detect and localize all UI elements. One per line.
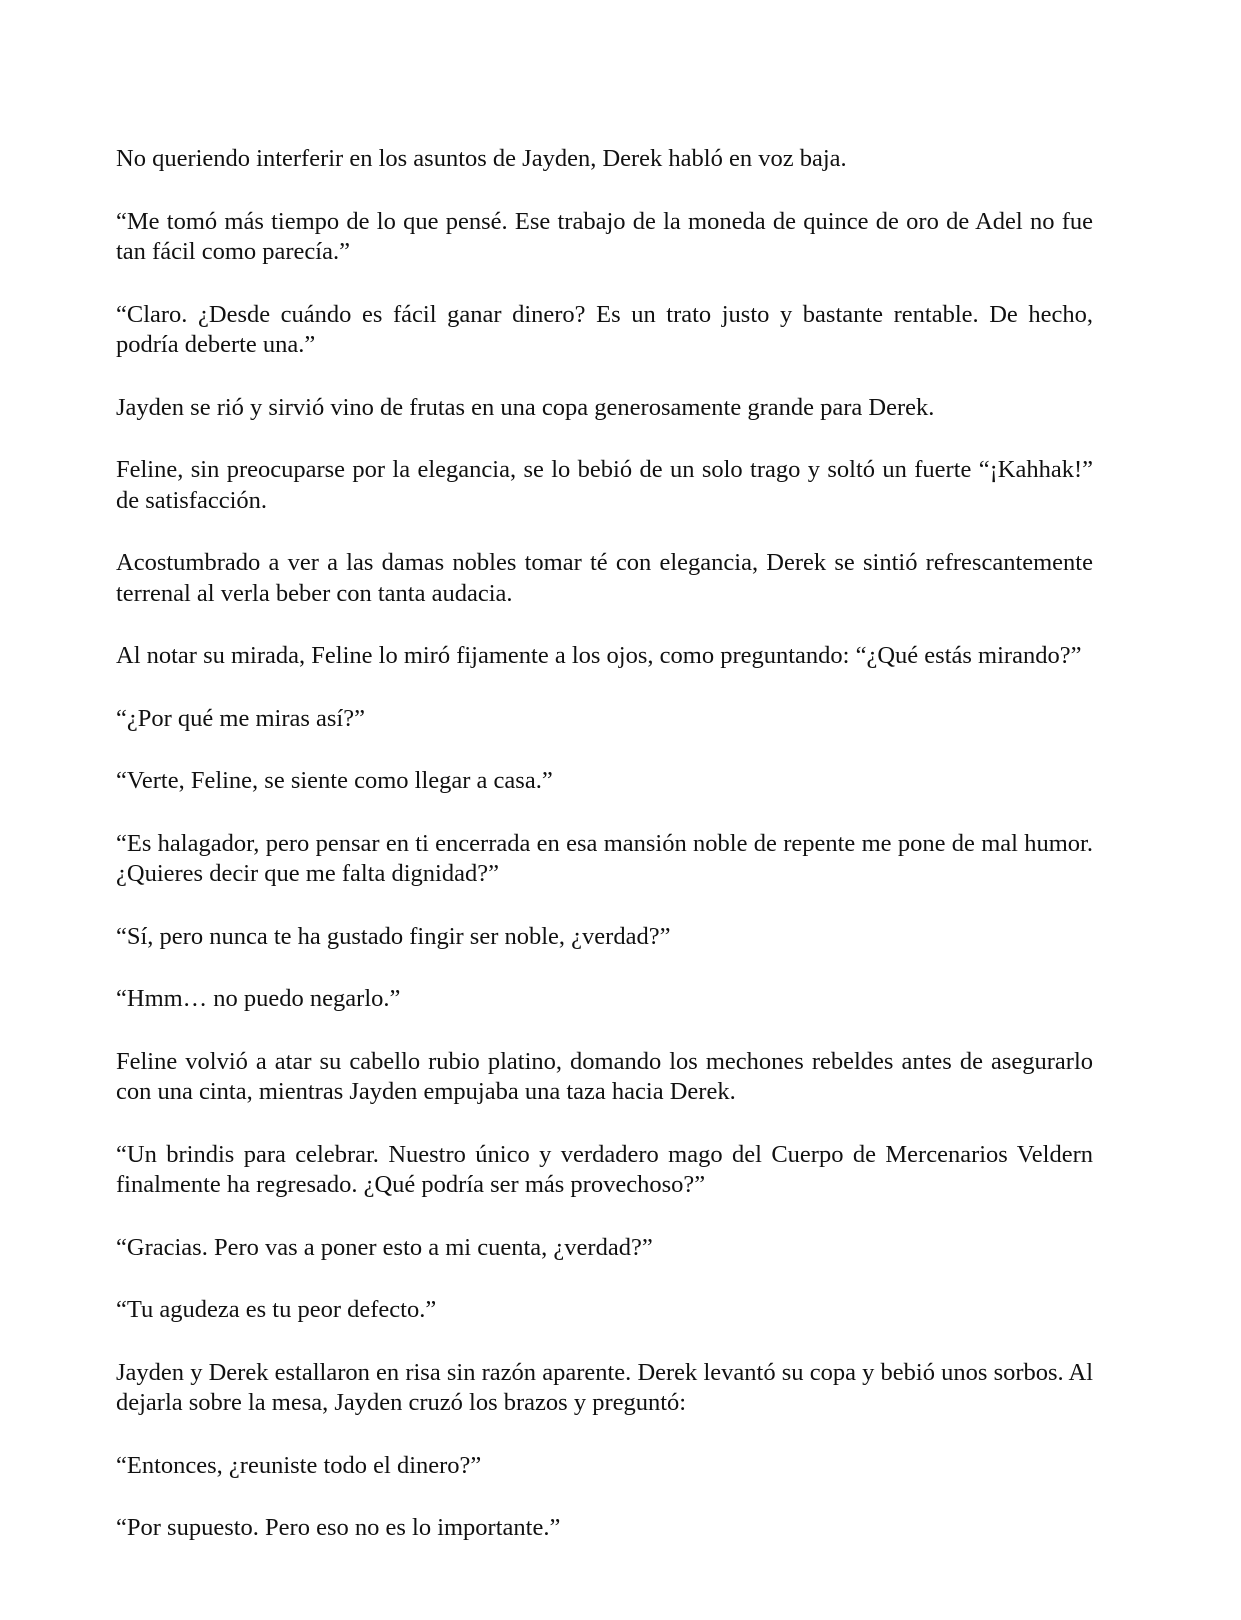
paragraph: “Entonces, ¿reuniste todo el dinero?” <box>116 1451 482 1479</box>
paragraph: No queriendo interferir en los asuntos de Jayden, Derek habló en voz baja. <box>116 145 847 172</box>
paragraph: “¿Por qué me miras así?” <box>116 704 365 732</box>
paragraph: “Hmm… no puedo negarlo.” <box>116 985 401 1012</box>
paragraph: “Verte, Feline, se siente como llegar a casa.” <box>116 767 553 794</box>
paragraph: “Claro. ¿Desde cuándo es fácil ganar dinero? Es un trato justo y bastante rentable. De hecho, podría deberte una.” <box>116 300 1093 358</box>
paragraph: Al notar su mirada, Feline lo miró fijamente a los ojos, como preguntando: “¿Qué estás mirando?” <box>116 642 1082 669</box>
document-page <box>116 144 1093 1544</box>
paragraph: Jayden se rió y sirvió vino de frutas en una copa generosamente grande para Derek. <box>116 393 935 421</box>
paragraph: “Tu agudeza es tu peor defecto.” <box>116 1296 437 1323</box>
paragraph: “Es halagador, pero pensar en ti encerrada en esa mansión noble de repente me pone de mal humor. ¿Quieres decir que me falta dignidad?” <box>116 829 1093 887</box>
paragraph: Feline, sin preocuparse por la elegancia, se lo bebió de un solo trago y soltó un fuerte “¡Kahhak!” de satisfacción. <box>116 456 1093 514</box>
paragraph: Jayden y Derek estallaron en risa sin razón aparente. Derek levantó su copa y bebió unos sorbos. Al dejarla sobre la mesa, Jayden cruzó los brazos y preguntó: <box>116 1358 1093 1416</box>
paragraph: “Sí, pero nunca te ha gustado fingir ser noble, ¿verdad?” <box>116 922 671 950</box>
paragraph: Acostumbrado a ver a las damas nobles tomar té con elegancia, Derek se sintió refrescantemente terrenal al verla beber con tanta audacia. <box>116 549 1093 607</box>
paragraph: “Por supuesto. Pero eso no es lo importante.” <box>116 1514 561 1541</box>
paragraph: “Me tomó más tiempo de lo que pensé. Ese trabajo de la moneda de quince de oro de Adel no fue tan fácil como parecía.” <box>116 207 1093 265</box>
paragraph: “Un brindis para celebrar. Nuestro único y verdadero mago del Cuerpo de Mercenarios Veldern finalmente ha regresado. ¿Qué podría ser más provechoso?” <box>116 1140 1093 1198</box>
paragraph: Feline volvió a atar su cabello rubio platino, domando los mechones rebeldes antes de asegurarlo con una cinta, mientras Jayden empujaba una taza hacia Derek. <box>116 1047 1093 1105</box>
paragraph: “Gracias. Pero vas a poner esto a mi cuenta, ¿verdad?” <box>116 1233 653 1261</box>
